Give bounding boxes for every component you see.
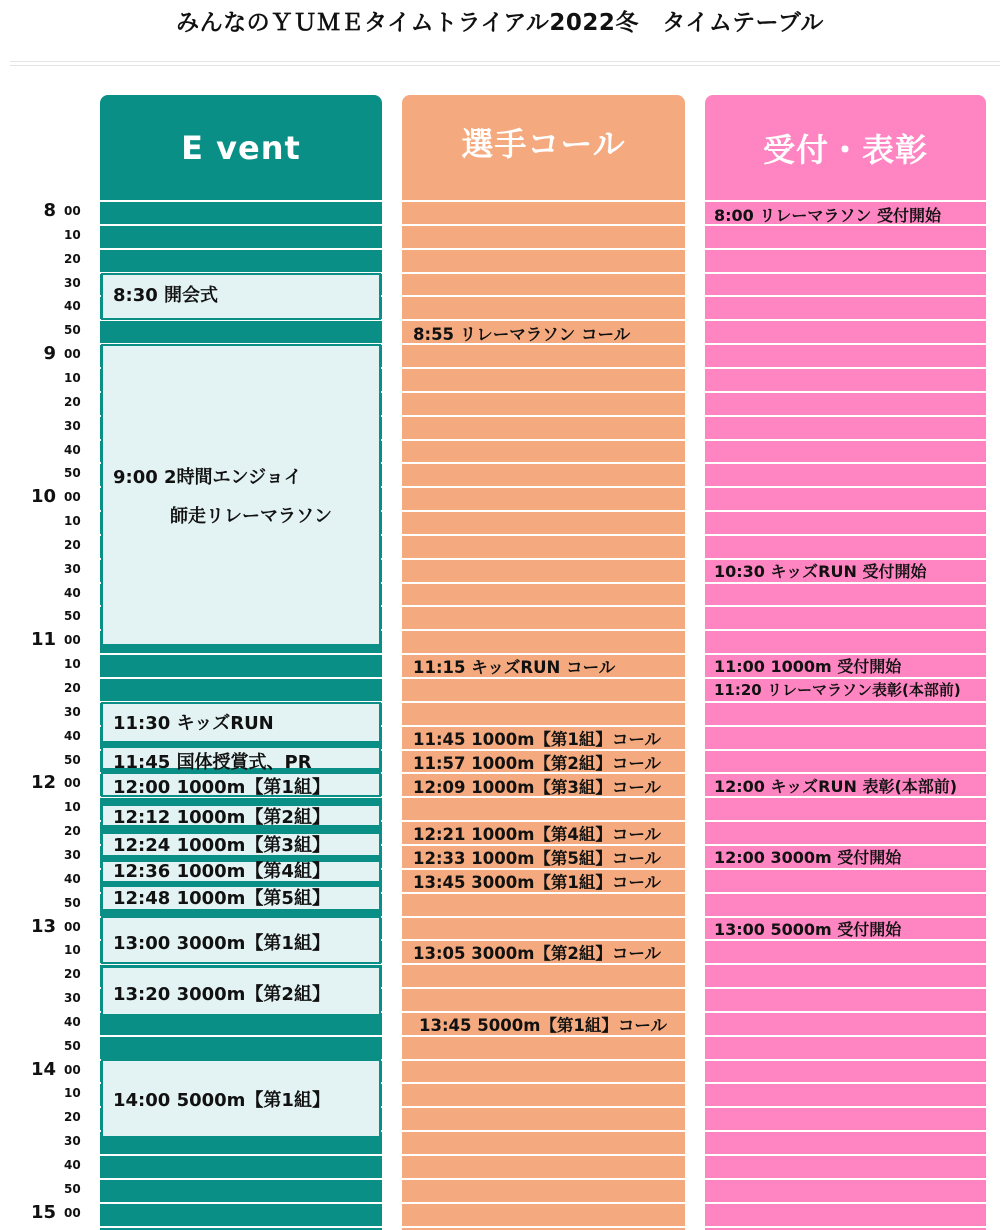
grid-line: [100, 200, 382, 202]
minute-label: 40: [64, 442, 81, 457]
grid-line: [402, 1059, 685, 1061]
event-label: 11:30 キッズRUN: [113, 713, 274, 734]
minute-label: 40: [64, 1158, 81, 1172]
event-label: 11:45 国体授賞式、PR: [113, 752, 312, 773]
call-label: 11:45 1000m【第1組】コール: [413, 730, 662, 749]
title-divider: [10, 61, 1000, 66]
event-label: 9:00 2時間エンジョイ: [113, 467, 302, 488]
grid-line: [402, 272, 685, 274]
grid-line: [705, 439, 986, 441]
minute-label: 10: [64, 943, 81, 958]
call-label: 13:45 5000m【第1組】コール: [419, 1016, 668, 1035]
minute-label: 00: [64, 1205, 81, 1220]
grid-line: [402, 916, 685, 918]
grid-line: [705, 701, 986, 703]
call-label: 12:21 1000m【第4組】コール: [413, 825, 662, 844]
minute-label: 30: [64, 418, 81, 433]
grid-line: [402, 462, 685, 464]
minute-label: 50: [64, 466, 81, 481]
grid-line: [402, 605, 685, 607]
event-label: 13:00 3000m【第1組】: [113, 933, 330, 954]
hour-label: 11: [30, 629, 56, 651]
event-label: 12:24 1000m【第3組】: [113, 835, 330, 856]
minute-label: 00: [64, 490, 81, 505]
grid-line: [100, 677, 382, 679]
reception-label: 13:00 5000m 受付開始: [714, 920, 902, 939]
event-column-header: [100, 95, 382, 200]
grid-line: [705, 343, 986, 345]
grid-line: [705, 1202, 986, 1204]
event-label: 12:36 1000m【第4組】: [113, 861, 330, 882]
minute-label: 50: [64, 609, 81, 624]
grid-line: [705, 415, 986, 417]
event-block-relay: [101, 344, 381, 646]
grid-line: [402, 629, 685, 631]
reception-label: 11:00 1000m 受付開始: [714, 657, 902, 676]
minute-label: 30: [64, 704, 81, 719]
minute-label: 20: [64, 251, 81, 266]
grid-line: [402, 1226, 685, 1228]
page-title: みんなのＹＵＭＥタイムトライアル2022冬 タイムテーブル: [176, 10, 824, 36]
call-column: [402, 200, 685, 1230]
event-label: 12:48 1000m【第5組】: [113, 888, 330, 909]
minute-label: 50: [64, 752, 81, 767]
grid-line: [402, 582, 685, 584]
grid-line: [705, 868, 986, 870]
grid-line: [705, 963, 986, 965]
minute-label: 40: [64, 728, 81, 743]
minute-label: 30: [64, 991, 81, 1006]
minute-label: 00: [64, 776, 81, 791]
grid-line: [705, 1106, 986, 1108]
minute-label: 20: [64, 681, 81, 695]
grid-line: [402, 391, 685, 393]
grid-line: [705, 749, 986, 751]
grid-line: [705, 629, 986, 631]
reception-column: [705, 200, 986, 1230]
grid-line: [402, 486, 685, 488]
grid-line: [705, 1178, 986, 1180]
grid-line: [100, 1154, 382, 1156]
minute-label: 00: [64, 919, 81, 934]
reception-label: 11:20 リレーマラソン表彰(本部前): [714, 681, 961, 699]
grid-line: [402, 200, 685, 202]
minute-label: 40: [64, 299, 81, 314]
grid-line: [705, 1130, 986, 1132]
grid-line: [705, 1154, 986, 1156]
minute-label: 10: [64, 657, 81, 672]
grid-line: [402, 510, 685, 512]
grid-line: [705, 200, 986, 202]
minute-label: 50: [64, 1181, 81, 1196]
minute-label: 10: [64, 227, 81, 242]
minute-label: 50: [64, 895, 81, 910]
minute-label: 20: [64, 394, 81, 409]
minute-label: 00: [64, 1062, 81, 1077]
grid-line: [705, 248, 986, 250]
grid-line: [705, 367, 986, 369]
call-label: 12:33 1000m【第5組】コール: [413, 849, 662, 868]
event-label: 12:12 1000m【第2組】: [113, 807, 330, 828]
reception-label: 10:30 キッズRUN 受付開始: [714, 562, 927, 581]
grid-line: [705, 534, 986, 536]
grid-line: [402, 1154, 685, 1156]
call-label: 11:15 キッズRUN コール: [413, 658, 616, 677]
grid-line: [705, 272, 986, 274]
event-column-title: E vent: [181, 128, 301, 167]
event-label-line2: 師走リレーマラソン: [170, 506, 332, 527]
reception-label: 8:00 リレーマラソン 受付開始: [714, 206, 941, 225]
reception-column-header: [705, 95, 986, 200]
minute-label: 10: [64, 1086, 81, 1101]
hour-label: 8: [43, 200, 56, 221]
minute-label: 10: [64, 514, 81, 529]
event-label: 12:00 1000m【第1組】: [113, 777, 330, 798]
grid-line: [100, 1035, 382, 1037]
call-label: 12:09 1000m【第3組】コール: [413, 778, 662, 797]
reception-column-title: 受付・表彰: [762, 130, 928, 169]
call-column-header: [402, 95, 685, 200]
grid-line: [402, 1082, 685, 1084]
minute-label: 30: [64, 275, 81, 290]
call-label: 13:45 3000m【第1組】コール: [413, 873, 662, 892]
hour-label: 12: [30, 772, 56, 794]
minute-label: 30: [64, 561, 81, 576]
minute-label: 40: [64, 871, 81, 886]
grid-line: [100, 1178, 382, 1180]
grid-line: [402, 1202, 685, 1204]
grid-line: [705, 605, 986, 607]
minute-label: 20: [64, 967, 81, 982]
grid-line: [100, 653, 382, 655]
minute-label: 00: [64, 633, 81, 648]
event-label: 8:30 開会式: [113, 285, 219, 306]
hour-label: 13: [30, 915, 56, 937]
reception-label: 12:00 3000m 受付開始: [714, 848, 902, 867]
hour-label: 10: [30, 486, 56, 508]
minute-label: 40: [64, 585, 81, 600]
hour-label: 15: [30, 1201, 56, 1223]
minute-label: 30: [64, 847, 81, 862]
minute-label: 00: [64, 347, 81, 362]
grid-line: [402, 1178, 685, 1180]
call-column-title: 選手コール: [461, 124, 626, 163]
minute-label: 10: [64, 370, 81, 385]
grid-line: [402, 1130, 685, 1132]
grid-line: [100, 1226, 382, 1228]
grid-line: [402, 987, 685, 989]
grid-line: [705, 820, 986, 822]
grid-line: [402, 534, 685, 536]
grid-line: [402, 439, 685, 441]
grid-line: [402, 295, 685, 297]
grid-line: [705, 1082, 986, 1084]
grid-line: [402, 415, 685, 417]
grid-line: [402, 1106, 685, 1108]
grid-line: [705, 725, 986, 727]
minute-label: 00: [64, 204, 81, 218]
event-label: 13:20 3000m【第2組】: [113, 984, 330, 1005]
grid-line: [402, 224, 685, 226]
grid-line: [705, 892, 986, 894]
call-label: 11:57 1000m【第2組】コール: [413, 754, 662, 773]
grid-line: [705, 486, 986, 488]
grid-line: [705, 987, 986, 989]
grid-line: [402, 558, 685, 560]
grid-line: [402, 701, 685, 703]
grid-line: [100, 248, 382, 250]
minute-label: 20: [64, 824, 81, 839]
call-label: 13:05 3000m【第2組】コール: [413, 944, 662, 963]
hour-label: 9: [43, 343, 56, 365]
reception-label: 12:00 キッズRUN 表彰(本部前): [714, 777, 958, 796]
grid-line: [705, 1035, 986, 1037]
minute-label: 50: [64, 323, 81, 338]
hour-label: 14: [30, 1058, 56, 1080]
minute-label: 20: [64, 1110, 81, 1125]
minute-label: 50: [64, 1038, 81, 1053]
call-label: 8:55 リレーマラソン コール: [413, 325, 631, 344]
minute-label: 40: [64, 1014, 81, 1029]
minute-label: 10: [64, 800, 81, 815]
grid-line: [100, 224, 382, 226]
grid-line: [402, 248, 685, 250]
grid-line: [705, 1059, 986, 1061]
minute-label: 30: [64, 1134, 81, 1149]
grid-line: [705, 1226, 986, 1228]
grid-line: [100, 1202, 382, 1204]
minute-label: 20: [64, 537, 81, 552]
grid-line: [705, 1011, 986, 1013]
grid-line: [705, 295, 986, 297]
grid-line: [705, 462, 986, 464]
grid-line: [402, 367, 685, 369]
grid-line: [705, 510, 986, 512]
event-label: 14:00 5000m【第1組】: [113, 1090, 330, 1111]
grid-line: [705, 319, 986, 321]
grid-line: [705, 391, 986, 393]
